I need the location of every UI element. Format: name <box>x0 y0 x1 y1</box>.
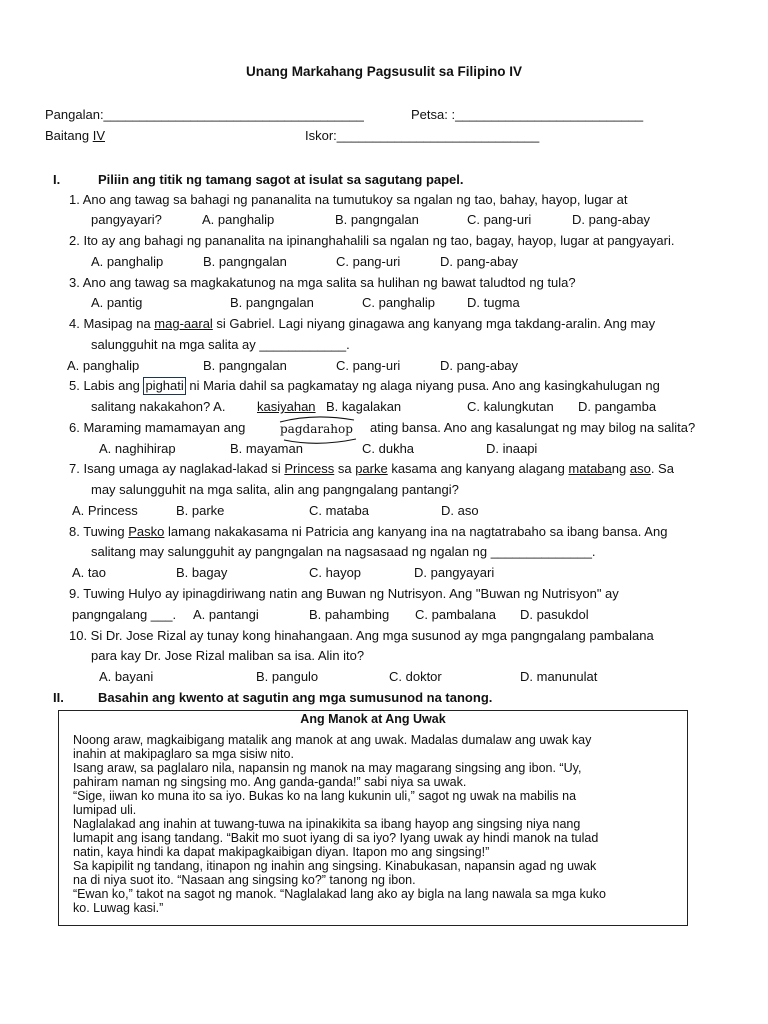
q10-choice-b[interactable]: B. pangulo <box>256 669 319 684</box>
q6-circled-word: pagdarahop <box>280 422 353 436</box>
q8-choice-c[interactable]: C. hayop <box>309 565 362 580</box>
q3-choice-a[interactable]: A. pantig <box>91 295 143 310</box>
q1-choice-a[interactable]: A. panghalip <box>202 212 275 227</box>
story-line: na di niya suot ito. “Nasaan ang singsing ko?” tanong ng ibon. <box>73 873 416 887</box>
q8-line2: salitang may salungguhit ay pangngalan na nagsasaad ng ngalan ng ______________. <box>91 544 596 559</box>
q6-choice-d[interactable]: D. inaapi <box>486 441 538 456</box>
story-line: natin, kaya hindi ka dapat makipagkaibigan diyan. Itapon mo ang singsing!” <box>73 845 490 859</box>
q3-choice-d[interactable]: D. tugma <box>467 295 520 310</box>
story-line: Isang araw, sa paglalaro nila, napansin ng manok na may magarang singsing ang ibon. “Uy, <box>73 761 582 775</box>
q5-line2: salitang nakakahon? A. <box>91 399 226 414</box>
q5-choice-a[interactable] <box>257 399 316 414</box>
q4-line2: salungguhit na mga salita ay ____________. <box>91 337 350 352</box>
q1-choice-b[interactable]: B. pangngalan <box>335 212 419 227</box>
q7-line2: may salungguhit na mga salita, alin ang pangngalang pantangi? <box>91 482 459 497</box>
q3-choice-b[interactable]: B. pangngalan <box>230 295 314 310</box>
part1-instruction: Piliin ang titik ng tamang sagot at isulat sa sagutang papel. <box>98 172 464 187</box>
q3-line1: 3. Ano ang tawag sa magkakatunog na mga salita sa hulihan ng bawat taludtod ng tula? <box>69 275 576 290</box>
q1-line2: pangyayari? <box>91 212 162 227</box>
q4-choice-c[interactable]: C. pang-uri <box>336 358 401 373</box>
story-line: Noong araw, magkaibigang matalik ang manok at ang uwak. Madalas dumalaw ang uwak kay <box>73 733 592 747</box>
q5-choice-b[interactable]: B. kagalakan <box>326 399 402 414</box>
q2-choice-a[interactable]: A. panghalip <box>91 254 164 269</box>
part1-numeral: I. <box>53 172 61 187</box>
q9-line2: pangngalang ___. <box>72 607 177 622</box>
grade-label: Baitang <box>45 128 93 143</box>
q10-choice-d[interactable]: D. manunulat <box>520 669 598 684</box>
q7-choice-d[interactable]: D. aso <box>441 503 479 518</box>
q3-choice-c[interactable]: C. panghalip <box>362 295 435 310</box>
q7-choice-b[interactable]: B. parke <box>176 503 225 518</box>
q4-choice-b[interactable]: B. pangngalan <box>203 358 287 373</box>
part2-numeral: II. <box>53 690 64 705</box>
story-line: lumipad uli. <box>73 803 137 817</box>
story-line: “Ewan ko,” takot na sagot ng manok. “Naglalakad lang ako ay bigla na lang nawala sa mga kuko <box>73 887 606 901</box>
q7-underlined-mataba: mataba <box>568 461 612 476</box>
story-line: Sa kapipilit ng tandang, itinapon ng inahin ang singsing. Kinabukasan, napansin agad ng uwak <box>73 859 597 873</box>
q10-line1: 10. Si Dr. Jose Rizal ay tunay kong hinahangaan. Ang mga susunod ay mga pangngalang pambalana <box>69 628 654 643</box>
q5-line1: 5. Labis ang pighati ni Maria dahil sa pagkamatay ng alaga niyang pusa. Ano ang kasingkahulugan ng <box>69 378 660 393</box>
q8-choice-b[interactable]: B. bagay <box>176 565 228 580</box>
q7-choice-a[interactable]: A. Princess <box>72 503 138 518</box>
q8-line1: 8. Tuwing Pasko lamang nakakasama ni Patricia ang kanyang ina na nagtatrabaho sa ibang bansa. Ang <box>69 524 668 539</box>
grade-field[interactable] <box>45 128 105 143</box>
q7-underlined-aso: aso <box>629 461 651 476</box>
page-title: Unang Markahang Pagsusulit sa Filipino IV <box>245 64 523 79</box>
q7-choice-c[interactable]: C. mataba <box>309 503 369 518</box>
q6-choice-b[interactable]: B. mayaman <box>230 441 303 456</box>
q6-line1a: 6. Maraming mamamayan ang <box>69 420 246 435</box>
q1-choice-c[interactable]: C. pang-uri <box>467 212 532 227</box>
q8-choice-d[interactable]: D. pangyayari <box>414 565 495 580</box>
story-box <box>58 710 688 926</box>
q4-choice-d[interactable]: D. pang-abay <box>440 358 519 373</box>
q5-choice-a-label: kasiyahan <box>257 399 316 414</box>
q2-choice-b[interactable]: B. pangngalan <box>203 254 287 269</box>
q8-underlined-pasko: Pasko <box>128 524 165 539</box>
story-line: lumapit ang isang tandang. “Bakit mo suot iyang di sa iyo? Iyang uwak ay hindi manok na tulad <box>73 831 599 845</box>
date-field[interactable]: Petsa: :__________________________ <box>411 107 644 122</box>
q9-choice-a[interactable]: A. pantangi <box>193 607 259 622</box>
story-line: “Sige, iiwan ko muna ito sa iyo. Bukas ko na lang kukunin uli,” sagot ng uwak na mabilis na <box>73 789 577 803</box>
q2-line1: 2. Ito ay ang bahagi ng pananalita na ipinanghahalili sa ngalan ng tao, bagay, hayop, lugar at pangyayari. <box>69 233 675 248</box>
q10-choice-c[interactable]: C. doktor <box>389 669 442 684</box>
q10-line2: para kay Dr. Jose Rizal maliban sa isa. Alin ito? <box>91 648 365 663</box>
story-line: pahiram naman ng singsing mo. Ang ganda-ganda!” sabi niya sa uwak. <box>73 775 467 789</box>
q1-line1: 1. Ano ang tawag sa bahagi ng pananalita na tumutukoy sa ngalan ng tao, bahay, hayop, lugar at <box>69 192 628 207</box>
q6-line1b: ating bansa. Ano ang kasalungat ng may bilog na salita? <box>370 420 696 435</box>
story-line: ko. Luwag kasi.” <box>73 901 164 915</box>
grade-value: IV <box>92 128 105 143</box>
q9-choice-d[interactable]: D. pasukdol <box>520 607 589 622</box>
part2-instruction: Basahin ang kwento at sagutin ang mga sumusunod na tanong. <box>98 690 493 705</box>
q9-choice-c[interactable]: C. pambalana <box>415 607 496 622</box>
q4-underlined-word: mag-aaral <box>154 316 213 331</box>
q5-choice-c[interactable]: C. kalungkutan <box>467 399 554 414</box>
q2-choice-c[interactable]: C. pang-uri <box>336 254 401 269</box>
q9-line1: 9. Tuwing Hulyo ay ipinagdiriwang natin ang Buwan ng Nutrisyon. Ang "Buwan ng Nutrisyon" ay <box>69 586 619 601</box>
q1-choice-d[interactable]: D. pang-abay <box>572 212 651 227</box>
name-field[interactable]: Pangalan:____________________________________ <box>45 107 364 122</box>
story-line: Naglalakad ang inahin at tuwang-tuwa na ipinakikita sa ibang hayop ang singsing niya nang <box>73 817 581 831</box>
q2-choice-d[interactable]: D. pang-abay <box>440 254 519 269</box>
q8-choice-a[interactable]: A. tao <box>72 565 106 580</box>
story-line: inahin at makipaglaro sa mga sisiw nito. <box>73 747 294 761</box>
story-title: Ang Manok at Ang Uwak <box>300 712 446 726</box>
q5-boxed-word: pighati <box>145 378 184 393</box>
q9-choice-b[interactable]: B. pahambing <box>309 607 390 622</box>
q7-underlined-parke: parke <box>355 461 388 476</box>
q7-underlined-princess: Princess <box>284 461 335 476</box>
q4-line1: 4. Masipag na mag-aaral si Gabriel. Lagi niyang ginagawa ang kanyang mga takdang-aralin. Ang may <box>69 316 656 331</box>
q7-line1: 7. Isang umaga ay naglakad-lakad si Princess sa parke kasama ang kanyang alagang matabang aso. Sa <box>69 461 674 476</box>
q6-choice-a[interactable]: A. naghihirap <box>99 441 176 456</box>
q10-choice-a[interactable]: A. bayani <box>99 669 154 684</box>
q5-choice-d[interactable]: D. pangamba <box>578 399 657 414</box>
q4-choice-a[interactable]: A. panghalip <box>67 358 140 373</box>
q6-choice-c[interactable]: C. dukha <box>362 441 415 456</box>
score-field[interactable]: Iskor:____________________________ <box>305 128 540 143</box>
